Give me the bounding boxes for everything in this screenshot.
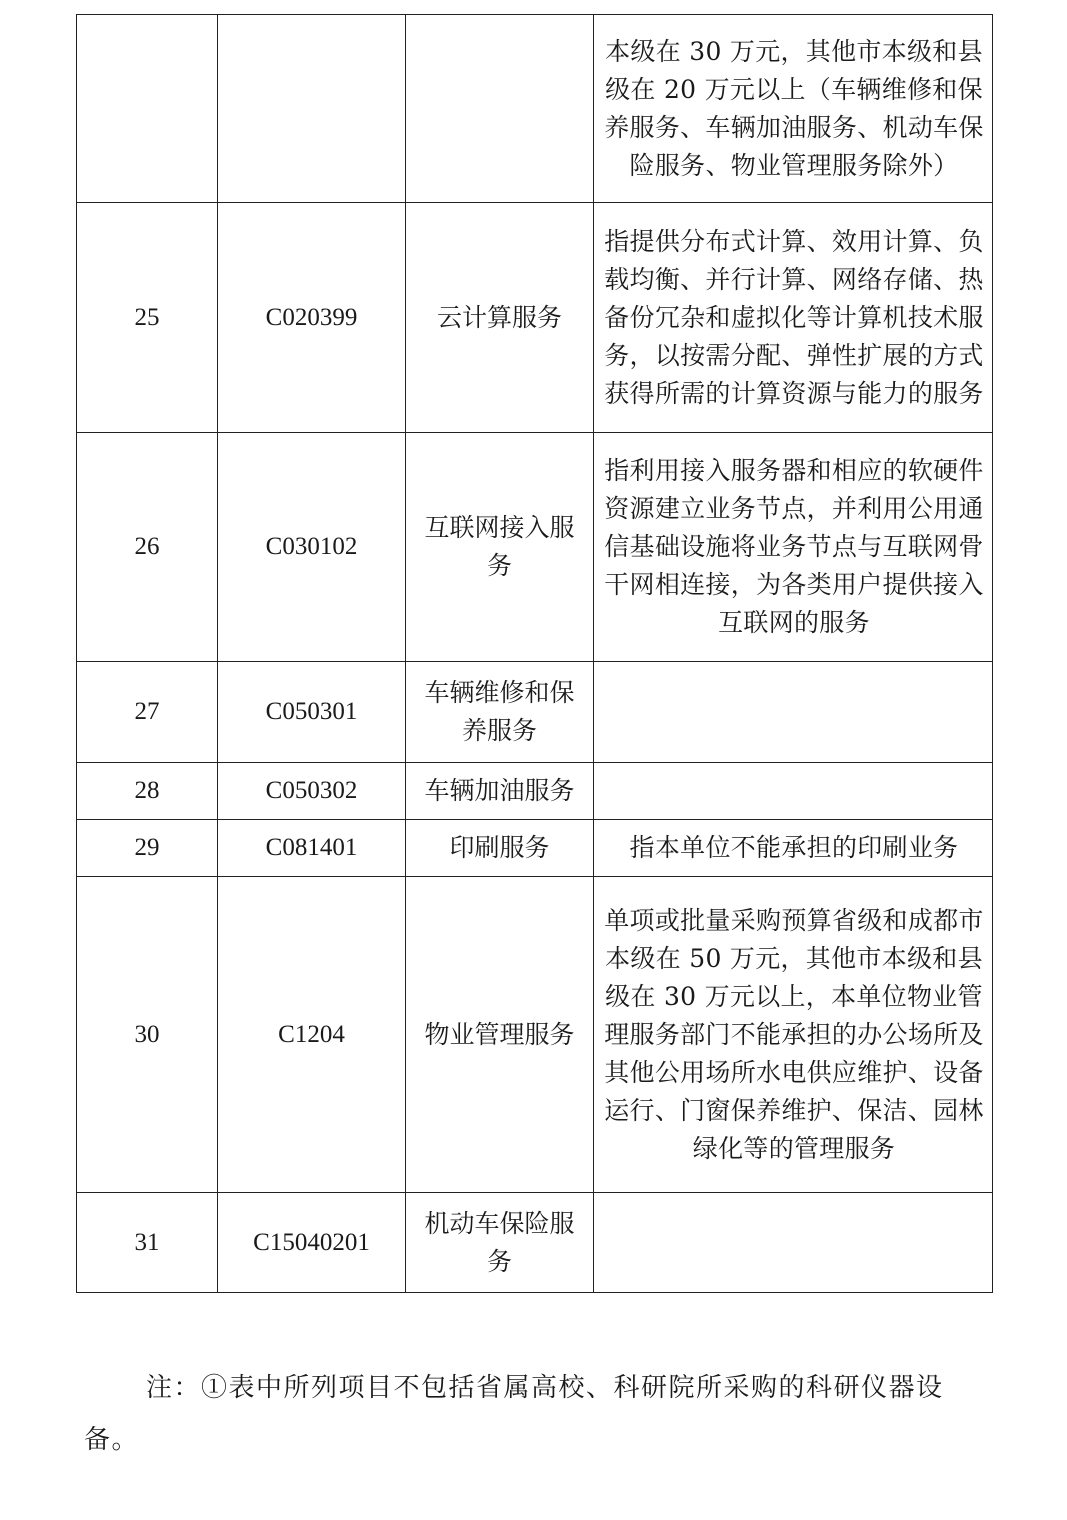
item-description: 指提供分布式计算、效用计算、负载均衡、并行计算、网络存储、热备份冗杂和虚拟化等计算机技术服务，以按需分配、弹性扩展的方式获得所需的计算资源与能力的服务 xyxy=(594,203,993,433)
item-code: C050301 xyxy=(218,662,406,763)
item-code: C020399 xyxy=(218,203,406,433)
row-number: 29 xyxy=(77,820,218,877)
item-name: 车辆维修和保养服务 xyxy=(406,662,594,763)
item-name: 互联网接入服务 xyxy=(406,433,594,662)
table-row xyxy=(77,763,993,820)
item-name: 印刷服务 xyxy=(406,820,594,877)
item-description: 本级在 30 万元，其他市本级和县级在 20 万元以上（车辆维修和保养服务、车辆加油服务、机动车保险服务、物业管理服务除外） xyxy=(594,15,993,203)
item-name: 机动车保险服务 xyxy=(406,1193,594,1293)
row-number: 27 xyxy=(77,662,218,763)
item-description: 指利用接入服务器和相应的软硬件资源建立业务节点，并利用公用通信基础设施将业务节点与互联网骨干网相连接，为各类用户提供接入互联网的服务 xyxy=(594,433,993,662)
table-row xyxy=(77,1193,993,1293)
row-number: 30 xyxy=(77,877,218,1193)
item-name: 车辆加油服务 xyxy=(406,763,594,820)
table-row xyxy=(77,662,993,763)
item-description: 单项或批量采购预算省级和成都市本级在 50 万元，其他市本级和县级在 30 万元以上，本单位物业管理服务部门不能承担的办公场所及其他公用场所水电供应维护、设备运行、门窗保养维护、保洁、园林绿化等的管理服务 xyxy=(594,877,993,1193)
procurement-catalog-table xyxy=(76,14,993,1293)
item-code: C15040201 xyxy=(218,1193,406,1293)
item-code xyxy=(218,15,406,203)
item-code: C1204 xyxy=(218,877,406,1193)
table-row xyxy=(77,203,993,433)
item-name xyxy=(406,15,594,203)
item-code: C050302 xyxy=(218,763,406,820)
item-description xyxy=(594,1193,993,1293)
item-description xyxy=(594,763,993,820)
row-number: 31 xyxy=(77,1193,218,1293)
table-row xyxy=(77,820,993,877)
table-row xyxy=(77,433,993,662)
item-code: C030102 xyxy=(218,433,406,662)
item-name: 物业管理服务 xyxy=(406,877,594,1193)
item-name: 云计算服务 xyxy=(406,203,594,433)
row-number xyxy=(77,15,218,203)
row-number: 26 xyxy=(77,433,218,662)
item-description: 指本单位不能承担的印刷业务 xyxy=(594,820,993,877)
row-number: 28 xyxy=(77,763,218,820)
footnote: 注：①表中所列项目不包括省属高校、科研院所采购的科研仪器设备。 xyxy=(84,1373,944,1455)
table-row xyxy=(77,877,993,1193)
item-code: C081401 xyxy=(218,820,406,877)
table-row xyxy=(77,15,993,203)
row-number: 25 xyxy=(77,203,218,433)
item-description xyxy=(594,662,993,763)
